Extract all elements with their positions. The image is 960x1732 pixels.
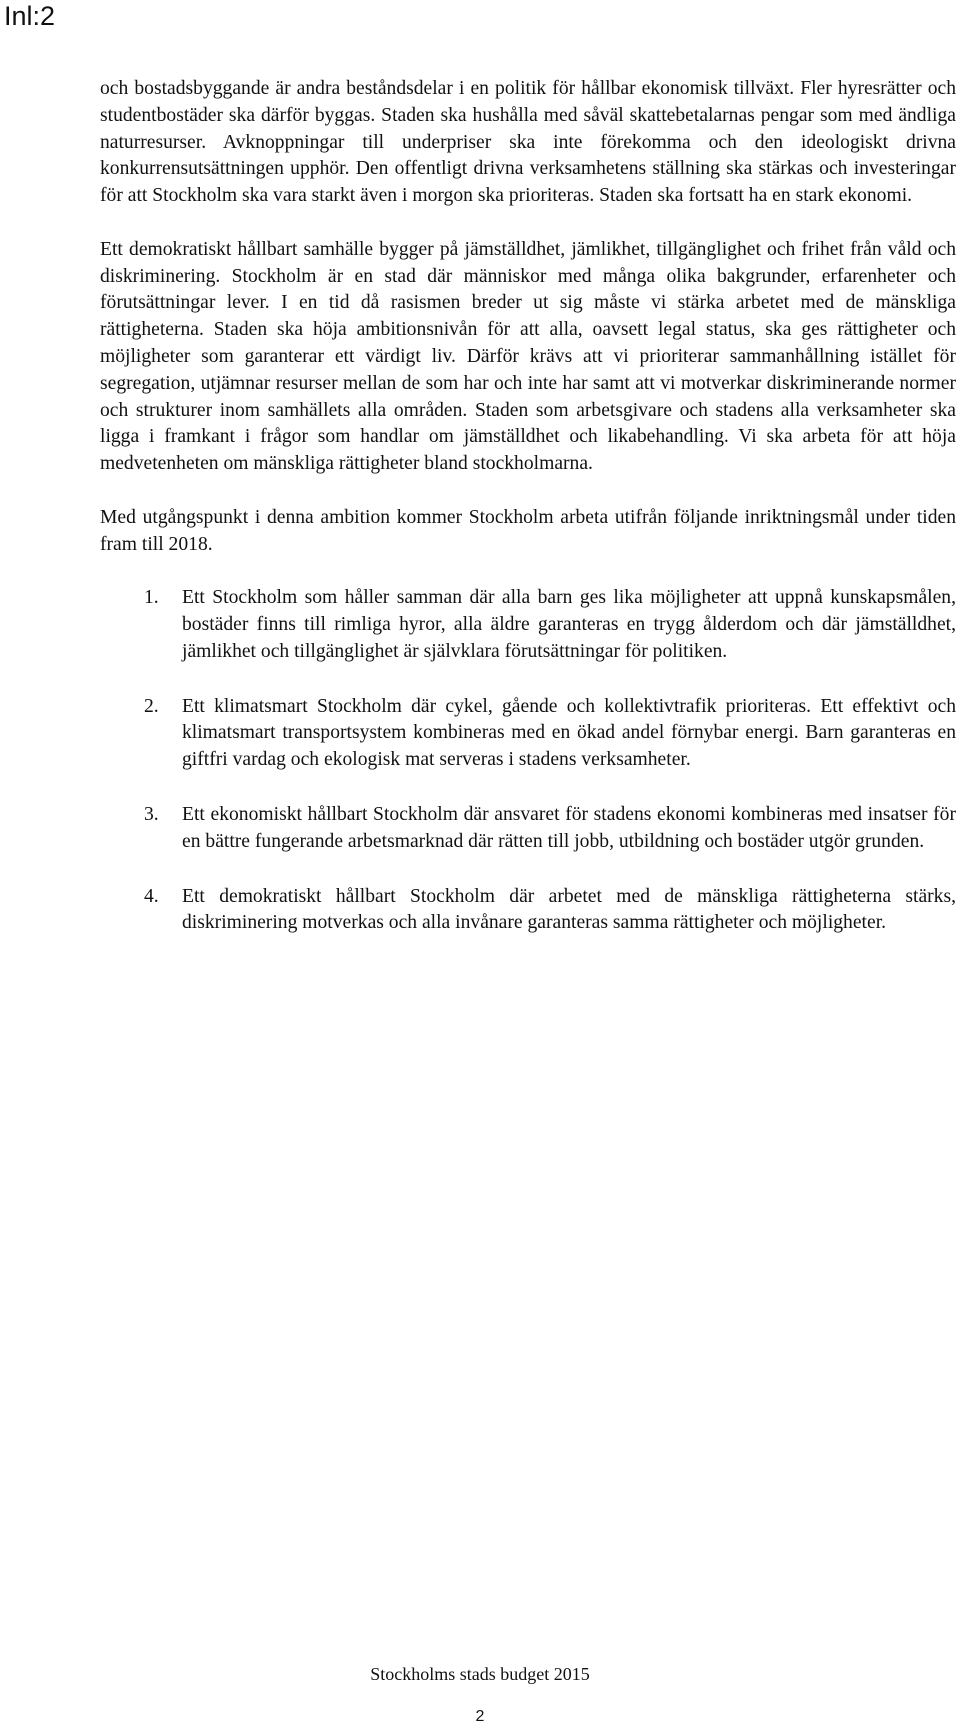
goal-item [100, 585, 956, 665]
footer-title: Stockholms stads budget 2015 [370, 1664, 590, 1684]
goal-number: 2. [144, 695, 159, 717]
paragraph-economy: och bostadsbyggande är andra beståndsdelar i en politik för hållbar ekonomisk tillväxt. Fler hyresrätter och studentbostäder ska därför byggas. Staden ska hushålla med såväl skattebetalarnas pengar som med ändliga naturresurser. Avknoppningar till underpriser ska inte förekomma och den ideologiskt drivna konkurrensutsättningen upphör. Den offentligt drivna verksamhetens ställning ska stärkas och investeringar för att Stockholm ska vara starkt även i morgon ska prioriteras. Staden ska fortsatt ha en stark ekonomi. [100, 78, 956, 207]
goal-number: 4. [144, 885, 159, 907]
goal-text: Ett klimatsmart Stockholm där cykel, gående och kollektivtrafik prioriteras. Ett effektivt och klimatsmart transportsystem kombineras med en ökad andel förnybar energi. Barn garanteras en giftfri vardag och ekologisk mat serveras i stadens verksamheter. [182, 695, 956, 771]
goal-item [100, 802, 956, 856]
goal-item [100, 694, 956, 774]
goal-text: Ett ekonomiskt hållbart Stockholm där ansvaret för stadens ekonomi kombineras med insatser för en bättre fungerande arbetsmarknad där rätten till jobb, utbildning och bostäder utgör grunden. [182, 803, 956, 852]
page-number: 2 [475, 1708, 485, 1725]
goal-text: Ett demokratiskt hållbart Stockholm där arbetet med de mänskliga rättigheterna stärks, diskriminering motverkas och alla invånare garanteras samma rättigheter och möjligheter. [182, 885, 956, 934]
goals-list [100, 585, 956, 937]
goal-number: 3. [144, 803, 159, 825]
goal-item [100, 884, 956, 938]
paragraph-goals-intro: Med utgångspunkt i denna ambition kommer Stockholm arbeta utifrån följande inriktningsmål under tiden fram till 2018. [100, 506, 956, 555]
goal-number: 1. [144, 587, 159, 609]
page-label: Inl:2 [4, 1, 56, 31]
document-body [100, 76, 956, 965]
goal-text: Ett Stockholm som håller samman där alla barn ges lika möjligheter att uppnå kunskapsmålen, bostäder finns till rimliga hyror, alla äldre garanteras en trygg ålderdom och där jämställdhet, jämlikhet och tillgänglighet är självklara förutsättningar för politiken. [182, 587, 956, 662]
paragraph-democracy: Ett demokratiskt hållbart samhälle bygger på jämställdhet, jämlikhet, tillgänglighet och frihet från våld och diskriminering. Stockholm är en stad där människor med många olika bakgrunder, erfarenheter och förutsättningar lever. I en tid då rasismen breder ut sig måste vi stärka arbetet med de mänskliga rättigheterna. Staden ska höja ambitionsnivån för att alla, oavsett legal status, ska ges rättigheter och möjligheter som garanterar ett värdigt liv. Därför krävs att vi prioriterar sammanhållning istället för segregation, utjämnar resurser mellan de som har och inte har samt att vi motverkar diskriminerande normer och strukturer inom samhällets alla områden. Staden som arbetsgivare och stadens alla verksamheter ska ligga i framkant i frågor som handlar om jämställdhet och likabehandling. Vi ska arbeta för att höja medvetenheten om mänskliga rättigheter bland stockholmarna. [100, 238, 956, 475]
